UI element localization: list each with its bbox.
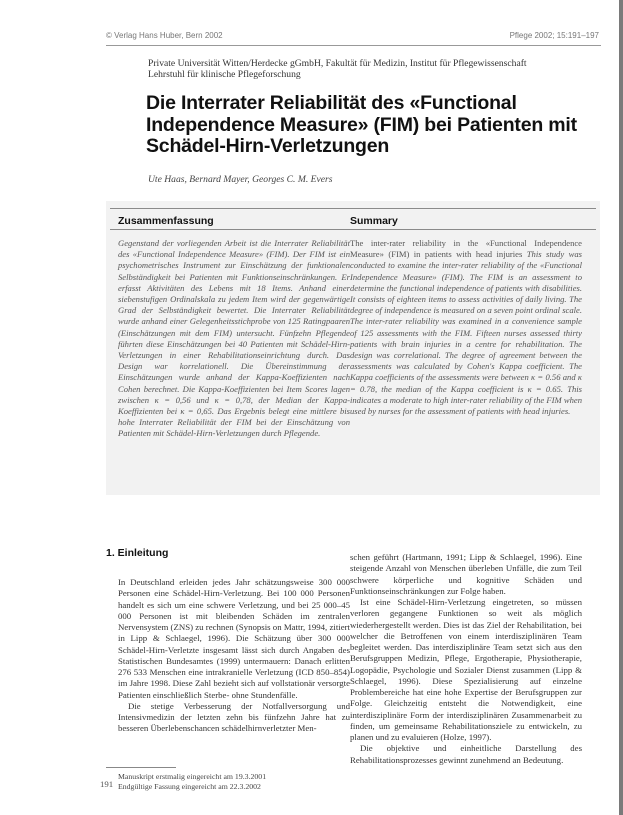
paragraph: Die stetige Verbesserung der Notfallversorgung und Intensivmedizin der letzten zehn bis fünfzehn Jahre hat zu besseren Überlebenschancen schädelhirnverletzter Men- — [118, 700, 350, 734]
footnote-final: Endgültige Fassung eingereicht am 22.3.2002 — [118, 782, 261, 791]
abstract-de-heading: Zusammenfassung — [118, 215, 214, 227]
header-divider — [106, 45, 601, 46]
affiliation-line-1: Private Universität Witten/Herdecke gGmbH, Fakultät für Medizin, Institut für Pflegewissenschaft — [148, 58, 527, 69]
abstract-heading-rule — [110, 229, 596, 230]
page-number: 191 — [100, 779, 114, 789]
running-header-publisher: © Verlag Hans Huber, Bern 2002 — [106, 31, 223, 40]
body-column-left — [118, 577, 350, 735]
abstract-en-lead: The inter-rater reliability in the «Functional Independence Measure» (FIM) in patients with head injuries — [350, 238, 582, 260]
body-column-right — [350, 552, 582, 766]
paragraph: Ist eine Schädel-Hirn-Verletzung eingetreten, so müssen verloren gegangene Funktionen so weit als möglich wiederhergestellt werden. Dies ist das Ziel der Rehabilitation, bei welcher die Betroffenen von einem interdisziplinären Team begleitet werden. Das interdisziplinäre Team setzt sich aus den Berufsgruppen Medizin, Pflege, Ergotherapie, Physiotherapie, Logopädie, Psychologie und Sozialer Dienst zusammen (Lipp & Schlaegel, 1996). Diese Spezialisierung auf einzelne Problembereiche hat eine hohe Expertise der Berufsgruppen zur Folge. Gleichzeitig entsteht die Notwendigkeit, eine interdisziplinäre Form der interdisziplinären Zusammenarbeit zu finden, um gemeinsame Rehabilitationsziele zu entwickeln, zu planen und zu evaluieren (Holze, 1997). — [350, 597, 582, 742]
abstract-en-text: This study was conducted to examine the inter-rater reliability of the «Functional Independence Measure» (FIM). The FIM is an assessment to determine the functional independence of patients with disabilities. It consists of eighteen items to assess activities of daily living. The degree of independence is measured on a seven point ordinal scale. The inter-rater reliability was examined in a convenience sample of 125 assessments with the FIM. Fifteen nurses assessed thirty patients with brain injuries in a centre for rehabilitation. The design was correlational. The degree of agreement between the assessments was calculated by Cohen's Kappa coefficient. The Kappa coefficients of the assessments were between κ = 0.56 and κ = 0.78, the median of the Kappa coefficient is κ = 0.65. This indicates a moderate to high inter-rater reliability of the FIM when used by nurses for the assessment of patients with head injuries. — [350, 249, 582, 417]
footnote-submitted: Manuskript erstmalig eingereicht am 19.3.2001 — [118, 772, 267, 781]
paragraph: Die objektive und einheitliche Darstellung des Rehabilitationsprozesses gewinnt zunehmend an Bedeutung. — [350, 743, 582, 765]
abstract-top-rule — [110, 208, 596, 209]
paragraph: In Deutschland erleiden jedes Jahr schätzungsweise 300 000 Personen eine Schädel-Hirn-Verletzung. Bei 100 000 Personen handelt es sich um eine schwere Verletzung, und bei 25 000–45 000 Personen ist mit bleibenden Schäden im zentralen Nervensystem (ZNS) zu rechnen (Synopsis on Mattr, 1994, zitiert in Lipp & Schlaegel, 1996). Die Schätzung über 300 000 Schädel-Hirn-Verletzte insgesamt lässt sich durch Angaben des Statistischen Bundesamtes (1999) untermauern: Danach erlitten 276 533 Menschen eine intrakranielle Verletzung (ICD 850–854) im Jahre 1998. Diese Zahl bezieht sich auf vollstationär versorgte Patienten einschließlich Sterbe- ohne Stundenfälle. — [118, 577, 350, 700]
article-title: Die Interrater Reliabilität des «Functional Independence Measure» (FIM) bei Patienten mit Schädel-Hirn-Verletzungen — [146, 92, 577, 157]
scan-edge — [619, 0, 623, 815]
abstract-en-heading: Summary — [350, 215, 398, 227]
affiliation-line-2: Lehrstuhl für klinische Pflegeforschung — [148, 69, 301, 80]
affiliation — [148, 58, 598, 80]
footnote — [118, 772, 266, 792]
abstract-en — [350, 238, 582, 417]
running-header-journal: Pflege 2002; 15:191–197 — [509, 31, 599, 40]
paragraph: schen geführt (Hartmann, 1991; Lipp & Schlaegel, 1996). Eine steigende Anzahl von Menschen überleben Unfälle, die zum Teil schwere körperliche und kognitive Schäden und Funktionseinschränkungen zur Folge haben. — [350, 552, 582, 596]
footnote-divider — [106, 767, 176, 768]
abstract-de-text: Gegenstand der vorliegenden Arbeit ist die Interrater Reliabilität des «Functional Independence Measure» (FIM). Der FIM ist ein psychometrisches Instrument zur Einschätzung der funktionalen Selbständigkeit bei Patienten mit Funktionseinschränkungen. Er erfasst Aktivitäten des Lebens mit 18 Items. Anhand einer siebenstufigen Ordinalskala zu jedem Item wird der gegenwärtige Grad der Selbständigkeit bewertet. Die Interrater Reliabilität wurde anhand einer Gelegenheitsstichprobe von 125 Ratingpaaren (Einschätzungen mit dem FIM) untersucht. Fünfzehn Pflegende führten diese Einschätzungen bei 40 Patienten mit Schädel-Hirn-Verletzungen in einer Rehabilitationseinrichtung durch. Das Design war korrelationell. Die Übereinstimmung der Einschätzungen wurde anhand der Kappa-Koeffizienten nach Cohen berechnet. Die Kappa-Koeffizienten bei Item Scores lagen zwischen κ = 0,56 und κ = 0,78, der Median der Kappa-Koeffizienten bei κ = 0,65. Das Ergebnis belegt eine mittlere bis hohe Interrater Reliabilität der FIM bei der Einschätzung von Patienten mit Schädel-Hirn-Verletzungen durch Pflegende. — [118, 238, 350, 439]
article-authors: Ute Haas, Bernard Mayer, Georges C. M. Evers — [148, 174, 333, 185]
section-heading: 1. Einleitung — [106, 547, 169, 559]
